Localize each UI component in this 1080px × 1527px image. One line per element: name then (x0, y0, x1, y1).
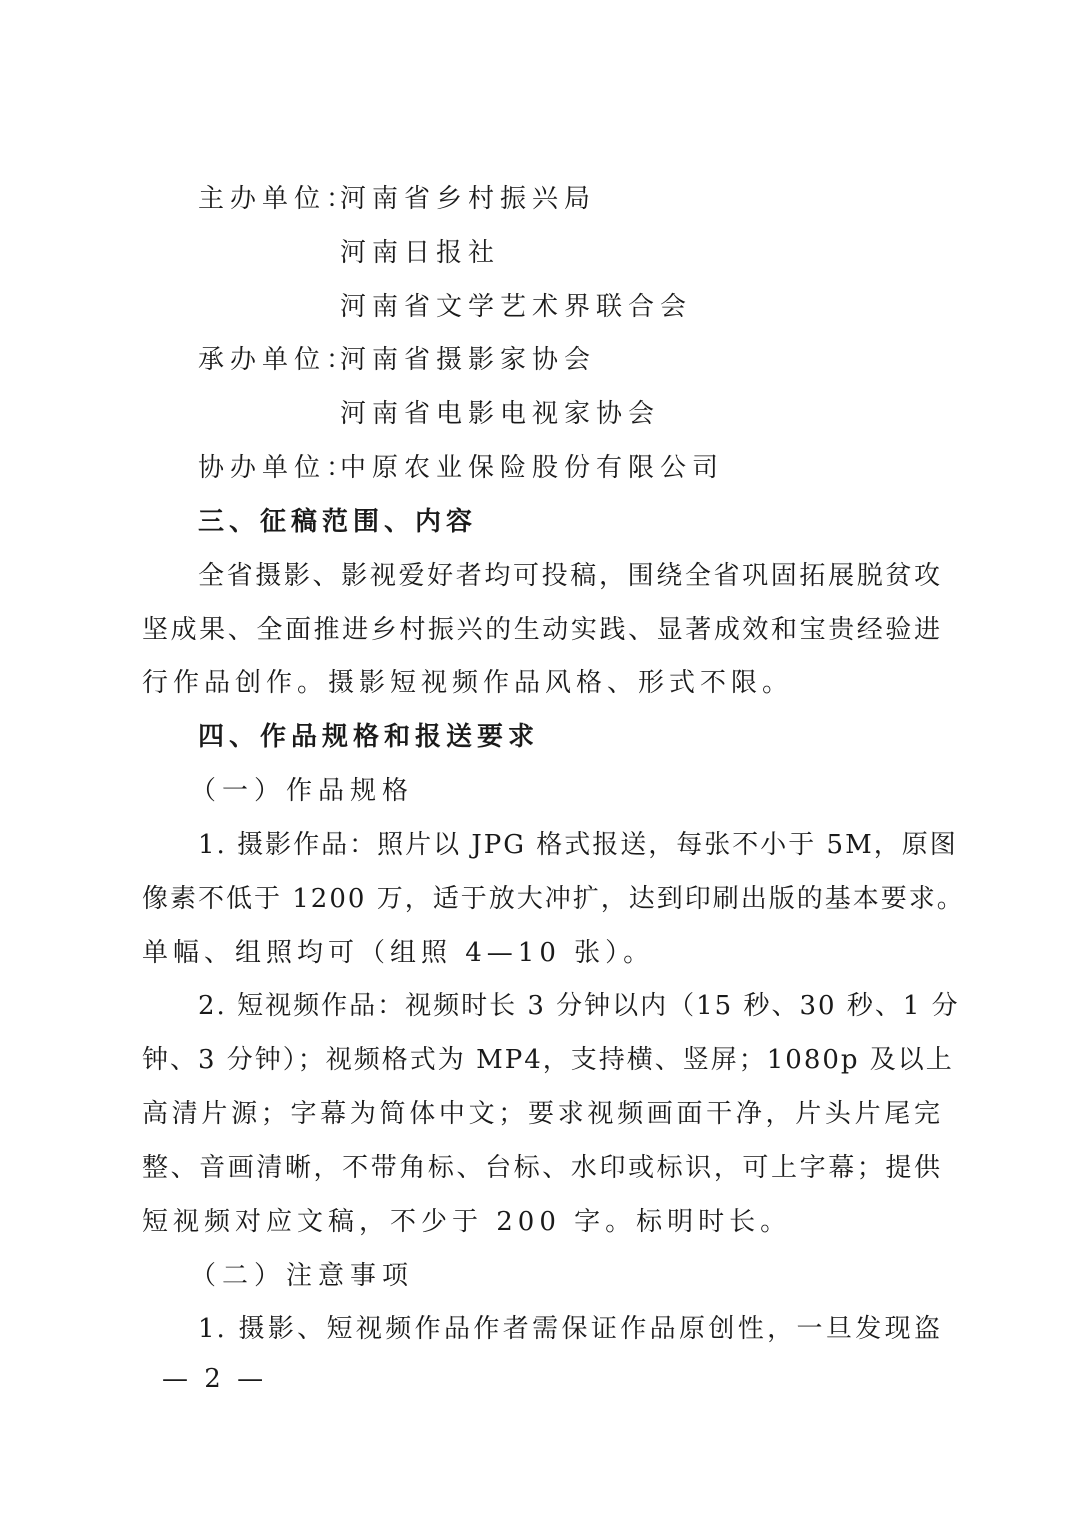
host-unit: 河南省文学艺术界联合会 (340, 292, 693, 322)
item-2-line: 整、音画清晰，不带角标、台标、水印或标识，可上字幕；提供 (142, 1153, 942, 1183)
host-label: 主办单位： (198, 184, 359, 214)
section-3-line: 全省摄影、影视爱好者均可投稿，围绕全省巩固拓展脱贫攻 (198, 561, 942, 591)
section-3-line: 坚成果、全面推进乡村振兴的生动实践、显著成效和宝贵经验进 (142, 615, 942, 645)
undertaker-unit: 河南省摄影家协会 (340, 345, 597, 375)
notice-line: 1. 摄影、短视频作品作者需保证作品原创性，一旦发现盗 (198, 1314, 942, 1344)
host-unit: 河南省乡村振兴局 (340, 184, 597, 214)
subsection-1-heading: （一）作品规格 (190, 776, 415, 806)
co-organizer-unit: 中原农业保险股份有限公司 (340, 453, 725, 483)
item-1-line: 像素不低于 1200 万，适于放大冲扩，达到印刷出版的基本要求。 (142, 884, 965, 914)
subsection-2-heading: （二）注意事项 (190, 1261, 415, 1291)
item-2-line: 短视频对应文稿，不少于 200 字。标明时长。 (142, 1207, 792, 1237)
item-2-line: 高清片源；字幕为简体中文；要求视频画面干净，片头片尾完 (142, 1099, 942, 1129)
item-1-line: 单幅、组照均可（组照 4—10 张）。 (142, 938, 655, 968)
section-3-line: 行作品创作。摄影短视频作品风格、形式不限。 (142, 668, 794, 698)
undertaker-label: 承办单位： (198, 345, 359, 375)
host-unit: 河南日报社 (340, 238, 501, 268)
item-2-line: 2. 短视频作品：视频时长 3 分钟以内（15 秒、30 秒、1 分 (198, 991, 960, 1021)
section-4-heading: 四、作品规格和报送要求 (198, 722, 540, 752)
section-3-heading: 三、征稿范围、内容 (198, 507, 478, 537)
item-1-line: 1. 摄影作品：照片以 JPG 格式报送，每张不小于 5M，原图 (198, 830, 958, 860)
item-2-line: 钟、3 分钟）；视频格式为 MP4，支持横、竖屏；1080p 及以上 (142, 1045, 954, 1075)
undertaker-unit: 河南省电影电视家协会 (340, 399, 661, 429)
co-organizer-label: 协办单位： (198, 453, 359, 483)
page-number: — 2 — (162, 1364, 268, 1394)
